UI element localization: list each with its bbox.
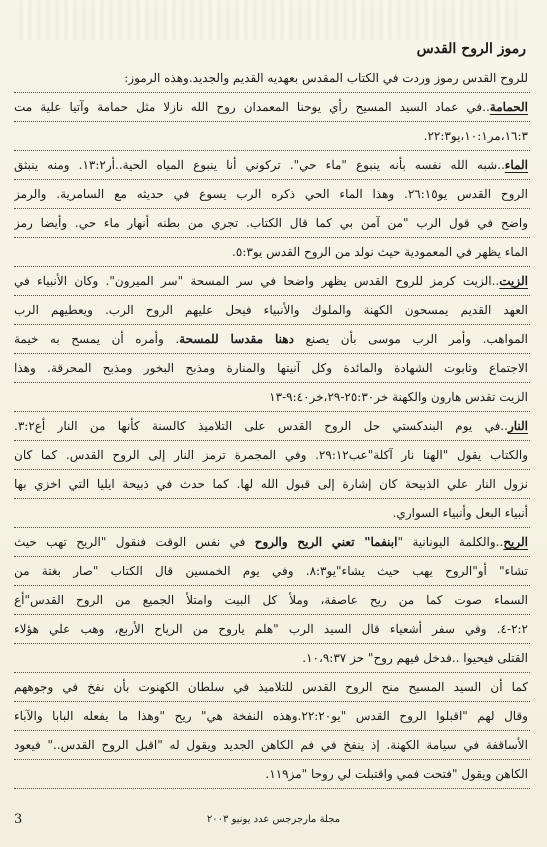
section-line: ٢:٢-٤. وفي سفر أشعياء قال السيد الرب "هلم ياروح من الرياح الأربع، وهب علي هؤلاء	[14, 615, 530, 644]
section-keyword: النار	[507, 419, 528, 433]
article-title: رموز الروح القدس	[416, 41, 526, 57]
section-wind	[14, 528, 530, 673]
section-keyword: الحمامة	[489, 100, 528, 114]
section-keyword: الماء	[504, 158, 528, 172]
closing-line: الأساقفة في سيامة الكهنة. إذ ينفخ في فم الكاهن الجديد ويقول له "اقبل الروح القدس.." فيعود	[14, 731, 530, 760]
bold-phrase: ابنفما" تعني الريح والروح	[254, 535, 398, 549]
intro-line: للروح القدس رموز وردت في الكتاب المقدس بعهديه القديم والجديد.وهذه الرموز:	[14, 64, 530, 93]
section-line: القتلى فيحيوا ..فدخل فيهم روح" حز ١٠،٩:٣٧.	[14, 644, 530, 673]
bold-phrase: دهنا مقدسا للمسحة	[179, 332, 294, 346]
section-text: ..في يوم البندكستي حل الروح القدس على التلاميذ كالسنة كأنها من النار أع٣:٢.	[14, 419, 508, 433]
section-line: أنبياء البعل وأنبياء السواري.	[14, 499, 530, 528]
section-dove	[14, 93, 530, 151]
section-line: واضح في قول الرب "من آمن بي كما قال الكتاب. تجري من بطنه أنهار ماء حي. وأيضا رمز	[14, 209, 530, 238]
article	[14, 38, 530, 789]
section-text: ..في عماد السيد المسيح رأي يوحنا المعمدان روح الله نازلا مثل حمامة وآتيا علية مت	[14, 100, 490, 114]
section-keyword: الزيت	[499, 274, 528, 288]
section-line: الاجتماع وتابوت الشهادة والمائدة وكل آنيتها والمنارة ومذبح البخور ومذبح المحرقة. وهذا	[14, 354, 530, 383]
closing-line: كما أن السيد المسيح منح الروح القدس للتلاميذ في سلطان الكهنوت بأن نفخ في وجوههم	[14, 673, 530, 702]
section-text: ..الزيت كرمز للروح القدس يظهر واضحا في سر المسحة "سر الميرون". وكان الأنبياء في	[14, 274, 500, 288]
section-line	[14, 528, 530, 557]
section-line: تشاء" أو"الروح يهب حيث يشاء"يو٨:٣. وفي يوم الخمسين قال الكتاب "صار بغتة من	[14, 557, 530, 586]
section-line: الماء يظهر في المعمودية حيث نولد من الروح القدس يو٥:٣.	[14, 238, 530, 267]
section-text: ..شبه الله نفسه بأنه ينبوع "ماء حي". تركوني أنا ينبوع المياه الحية..أر١٣:٢. ومنه ينبثق	[14, 158, 505, 172]
section-line: العهد القديم يمسحون الكهنة والملوك والأنبياء فيحل عليهم الروح الرب. ويعطيهم الرب	[14, 296, 530, 325]
section-line: الروح القدس يو٢٦:١٥. وهذا الماء الحي ذكره الرب يسوع في حديثه مع السامرية. والرمز	[14, 180, 530, 209]
closing-line: الكاهن ويقول "فتحت فمي واقتبلت لي روحا "مز١١٩.	[14, 760, 530, 789]
publication-credit: مجلة مارجرجس عدد يونيو ٢٠٠٣	[206, 814, 341, 825]
section-line	[14, 151, 530, 180]
section-line: ١٦:٣،مر١٠:١،يو٢٢:٣.	[14, 122, 530, 151]
section-line: نزول النار علي الذبيحة كان إشارة إلى قبول الله لها. كما حدث في ذبيحة ايليا التي اخزي بها	[14, 470, 530, 499]
section-line: السماء صوت كما من ريح عاصفة، وملأ كل البيت وامتلأ الجميع من الروح القدس"أع	[14, 586, 530, 615]
section-fire	[14, 412, 530, 528]
page-number: 3	[14, 812, 23, 827]
section-text: ..والكلمة اليونانية "ابنفما" تعني الريح والروح في نفس الوقت فنقول "الريح تهب حيث	[14, 535, 504, 549]
section-water	[14, 151, 530, 267]
section-line	[14, 93, 530, 122]
section-keyword: الريح	[503, 535, 529, 549]
page-footer	[0, 812, 547, 832]
bleed-through-shadow	[20, 0, 520, 40]
section-oil	[14, 267, 530, 412]
section-line: والكتاب يقول "الهنا نار آكلة"عب٢٩:١٢. وفي المجمرة ترمز النار إلى الروح القدس. كما كان	[14, 441, 530, 470]
section-line: المواهب. وأمر الرب موسى بأن يصنع دهنا مقدسا للمسحة. وأمره أن يمسح به خيمة	[14, 325, 530, 354]
section-line	[14, 412, 530, 441]
section-line	[14, 267, 530, 296]
closing-paragraph	[14, 673, 530, 789]
intro-paragraph	[14, 64, 530, 93]
section-line: الزيت تقدس هارون والكهنة خر٢٥:٣٠-٢٩،خر٩:٤٠-١٣	[14, 383, 530, 412]
closing-line: وقال لهم "اقبلوا الروح القدس "يو٢٢:٢٠.وهذه النفخة هي" ريح "وهذا ما يفعله البابا والآباء	[14, 702, 530, 731]
